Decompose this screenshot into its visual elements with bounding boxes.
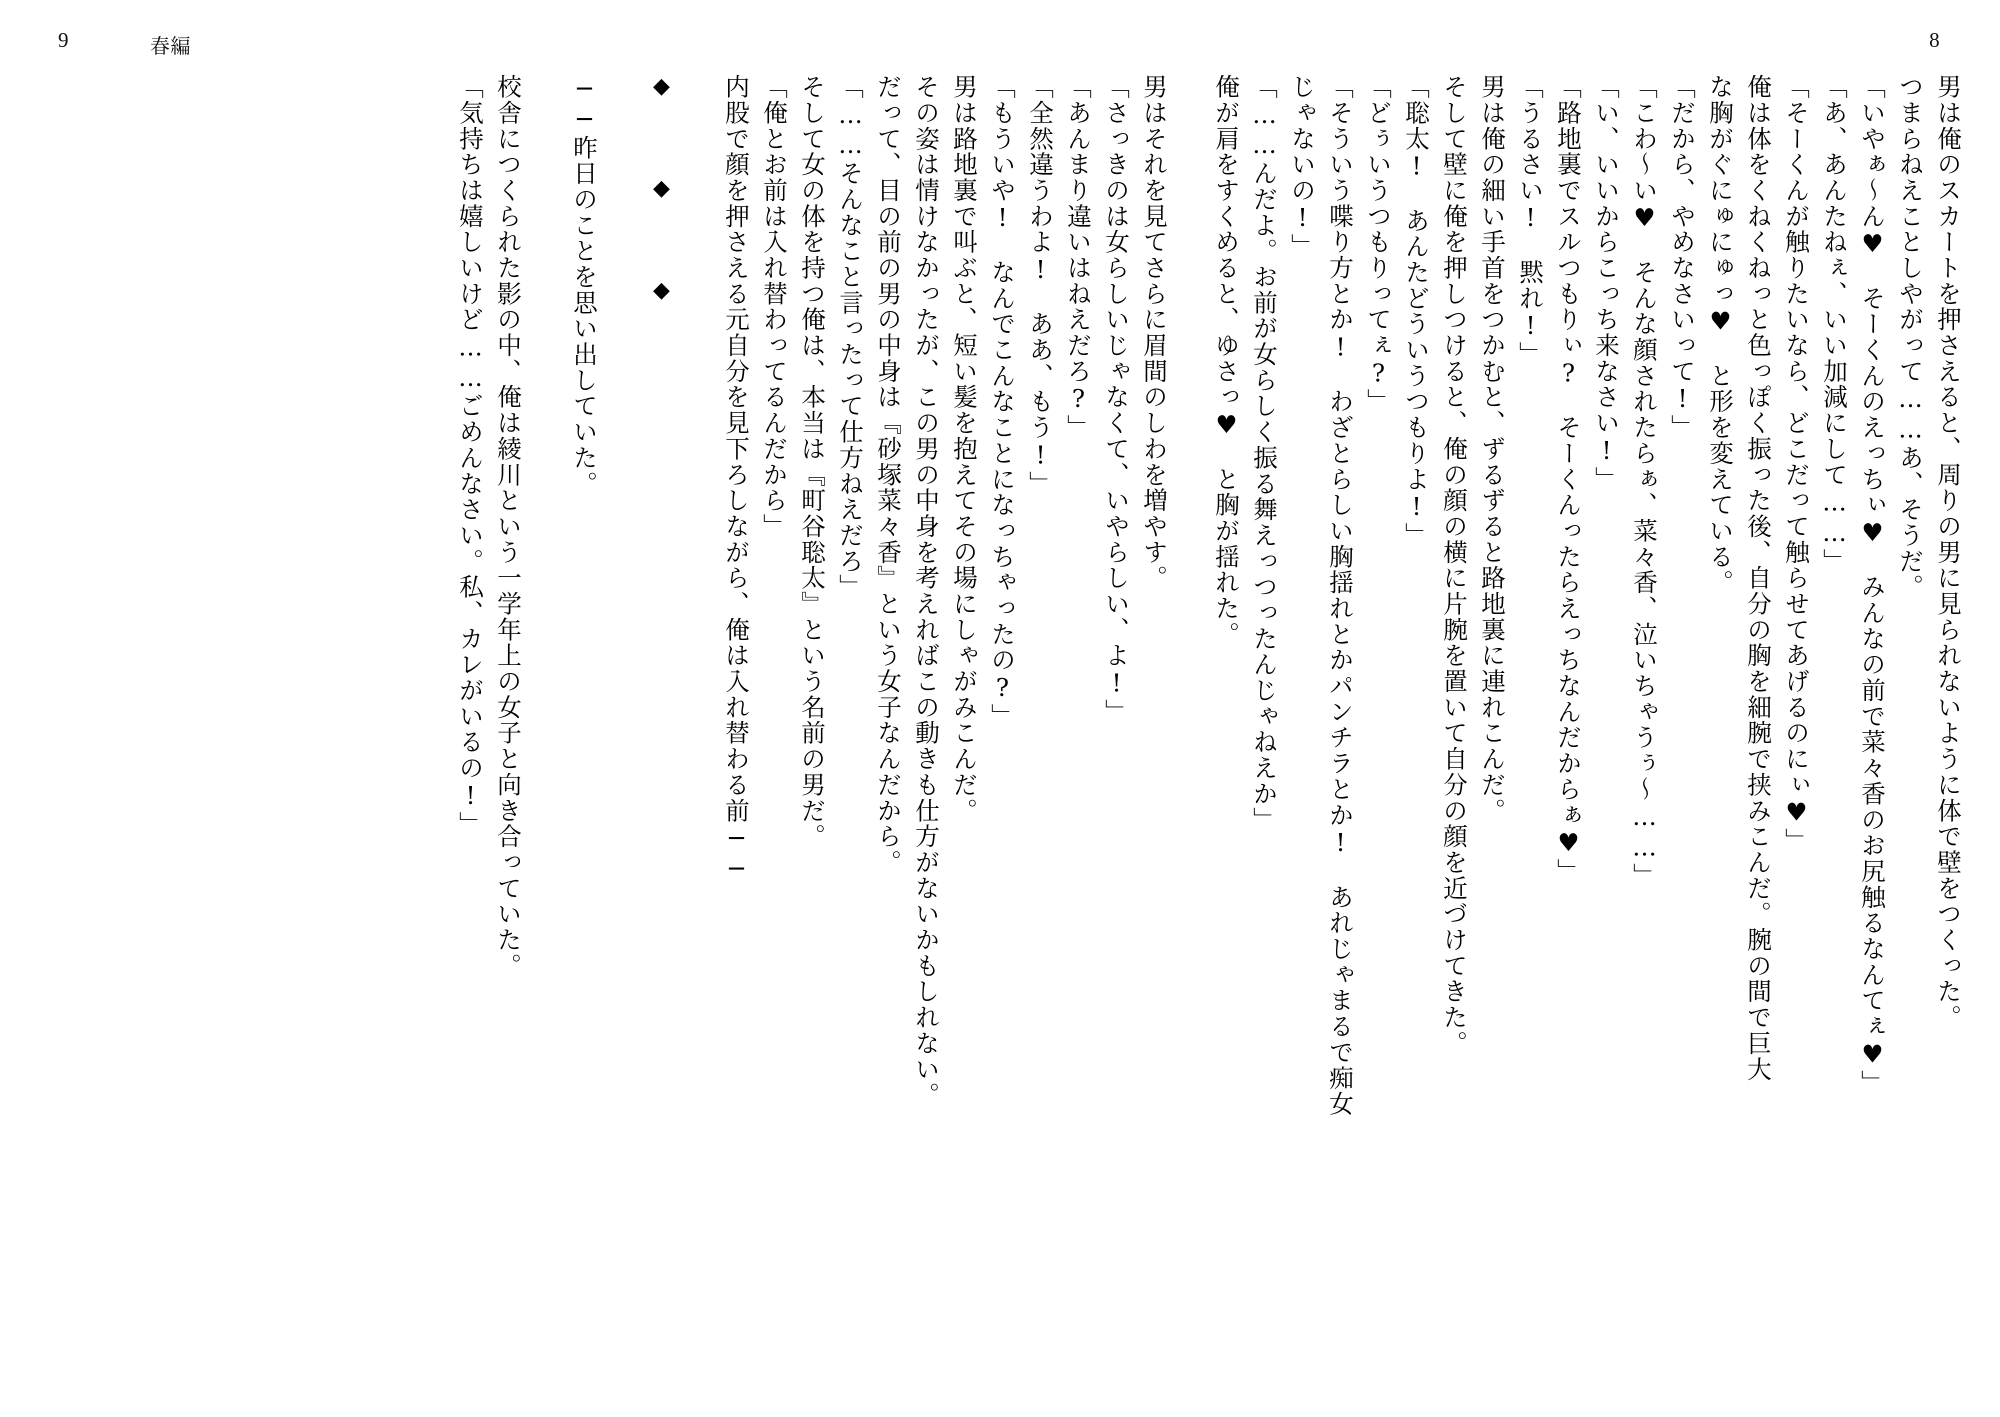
running-title: 春編 xyxy=(150,36,191,58)
text-column: 内股で顔を押さえる元自分を見下ろしながら、俺は入れ替わる前── xyxy=(722,74,751,885)
text-column: そして壁に俺を押しつけると、俺の顔の横に片腕を置いて自分の顔を近づけてきた。 xyxy=(1440,74,1469,1057)
text-column: 「気持ちは嬉しいけど……ごめんなさい。私、カレがいるの!」 xyxy=(456,74,485,838)
text-column: 「どぅいうつもりってぇ?」 xyxy=(1364,74,1393,415)
text-column: 「もういや! なんでこんなことになっちゃったの?」 xyxy=(988,74,1017,730)
text-column: 「そーくんが触りたいなら、どこだって触らせてあげるのにぃ♥」 xyxy=(1782,74,1811,854)
text-column: 「こわ～い♥ そんな顔されたらぁ、菜々香、泣いちゃうぅ～……」 xyxy=(1630,74,1659,889)
text-column: ──昨日のことを思い出していた。 xyxy=(570,74,599,497)
text-column: つまらねえことしやがって……あ、そうだ。 xyxy=(1896,74,1925,600)
page-number-left: 9 xyxy=(58,28,69,52)
text-column: 「あんまり違いはねえだろ?」 xyxy=(1064,74,1093,441)
text-column: 「……そんなこと言ったって仕方ねえだろ」 xyxy=(836,74,865,600)
text-column: そして女の体を持つ俺は、本当は『町谷聡太』という名前の男だ。 xyxy=(798,74,827,850)
section-break-ornament: ◆ ◆ ◆ xyxy=(649,74,674,314)
text-column: 「い、いいからこっち来なさい!」 xyxy=(1592,74,1621,493)
text-column: 男は俺の細い手首をつかむと、ずるずると路地裏に連れこんだ。 xyxy=(1478,74,1507,824)
text-column: 「……んだよ。お前が女らしく振る舞えっつったんじゃねえか」 xyxy=(1250,74,1279,833)
text-column: じゃないの!」 xyxy=(1288,74,1317,260)
text-spread xyxy=(40,74,1963,1364)
text-column: 男は路地裏で叫ぶと、短い髪を抱えてその場にしゃがみこんだ。 xyxy=(950,74,979,824)
text-column: 「いやぁ～ん♥ そーくんのえっちぃ♥ みんなの前で菜々香のお尻触るなんてぇ♥」 xyxy=(1858,74,1887,1096)
text-column: 「聡太! あんたどういうつもりよ!」 xyxy=(1402,74,1431,549)
text-column: 男は俺のスカートを押さえると、周りの男に見られないように体で壁をつくった。 xyxy=(1934,74,1963,1031)
text-column: 男はそれを見てさらに眉間のしわを増やす。 xyxy=(1140,74,1169,591)
text-column: 「あ、あんたねぇ、いい加減にして……」 xyxy=(1820,74,1849,575)
text-column: だって、目の前の男の中身は『砂塚菜々香』という女子なんだから。 xyxy=(874,74,903,876)
text-column: な胸がぐにゅにゅっ♥ と形を変えている。 xyxy=(1706,74,1735,596)
text-column-blank xyxy=(672,74,710,1359)
text-column: 「さっきのは女らしいじゃなくて、いやらしい、よ!」 xyxy=(1102,74,1131,725)
text-column: 「うるさい! 黙れ!」 xyxy=(1516,74,1545,368)
text-column: 「俺とお前は入れ替わってるんだから」 xyxy=(760,74,789,540)
text-column: その姿は情けなかったが、この男の中身を考えればこの動きも仕方がないかもしれない。 xyxy=(912,74,941,1108)
text-column: 「路地裏でスルつもりぃ? そーくんったらえっちなんだからぁ♥」 xyxy=(1554,74,1583,885)
text-column: 「全然違うわよ! ああ、もう!」 xyxy=(1026,74,1055,497)
text-column-blank xyxy=(520,74,558,1359)
text-column: 校舎につくられた影の中、俺は綾川という一学年上の女子と向き合っていた。 xyxy=(494,74,523,979)
text-column: 俺は体をくねくねっと色っぽく振った後、自分の胸を細腕で挟みこんだ。腕の間で巨大 xyxy=(1744,74,1773,1083)
text-column: 「そういう喋り方とか! わざとらしい胸揺れとかパンチラとか! あれじゃまるで痴女 xyxy=(1326,74,1355,1117)
text-column: 俺が肩をすくめると、ゆさっ♥ と胸が揺れた。 xyxy=(1212,74,1241,648)
text-column: 「だから、やめなさいって!」 xyxy=(1668,74,1697,441)
text-column-blank xyxy=(596,74,634,1359)
page-number-right: 8 xyxy=(1929,28,1940,52)
